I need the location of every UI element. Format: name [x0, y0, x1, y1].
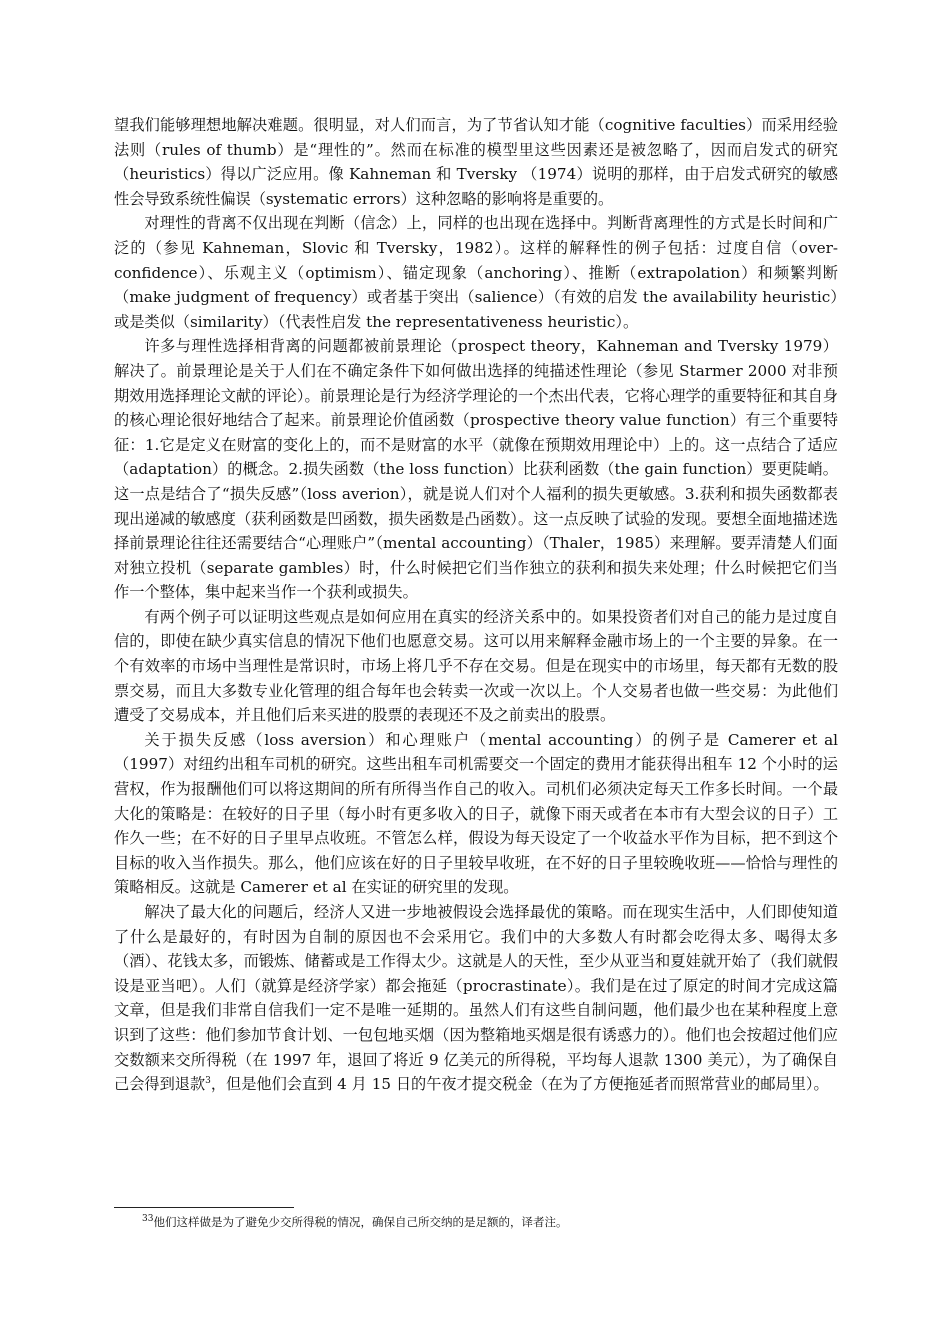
paragraph-6-text: 解决了最大化的问题后，经济人又进一步地被假设会选择最优的策略。而在现实生活中，人们即使知道了什么是最好的，有时因为自制的原因也不会采用它。我们中的大多数人有时都会吃得太多、喝得太多（酒）、花钱太多，而锻炼、储蓄或是工作得太少。这就是人的天性，至少从亚当和夏娃就开始了（我们就假设是亚当吧）。人们（就算是经济学家）都会拖延（procrastinate）。我们是在过了原定的时间才完成这篇文章，但是我们非常自信我们一定不是唯一延期的。虽然人们有这些自制问题，他们最少也在某种程度上意识到了这些：他们参加节食计划、一包包地买烟（因为整箱地买烟是很有诱惑力的）。他们也会按超过他们应交数额来交所得税（在 1997 年，退回了将近 9 亿美元的所得税，平均每人退款 1300 美元），为了确保自己会得到退款 [114, 903, 838, 1094]
paragraph-3: 许多与理性选择相背离的问题都被前景理论（prospect theory，Kahneman and Tversky 1979）解决了。前景理论是关于人们在不确定条件下如何做出选择的纯描述性理论（参见 Starmer 2000 对非预期效用选择理论文献的评论）。前景理论是行为经济学理论的一个杰出代表，它将心理学的重要特征和其自身的核心理论很好地结合了起来。前景理论价值函数（prospective theory value function）有三个重要特征：1.它是定义在财富的变化上的，而不是财富的水平（就像在预期效用理论中）上的。这一点结合了适应（adaptation）的概念。2.损失函数（the loss function）比获利函数（the gain function）要更陡峭。这一点是结合了“损失反感”（loss averion），就是说人们对个人福利的损失更敏感。3.获利和损失函数都表现出递减的敏感度（获利函数是凹函数，损失函数是凸函数）。这一点反映了试验的发现。要想全面地描述选择前景理论往往还需要结合“心理账户”（mental accounting）（Thaler，1985）来理解。要弄清楚人们面对独立投机（separate gambles）时，什么时候把它们当作独立的获利和损失来处理；什么时候把它们当作一个整体，集中起来当作一个获利或损失。 [114, 337, 838, 602]
paragraph-5: 关于损失反感（loss aversion）和心理账户（mental accounting）的例子是 Camerer et al（1997）对纽约出租车司机的研究。这些出租车司机需要交一个固定的费用才能获得出租车 12 个小时的运营权，作为报酬他们可以将这期间的所有所得当作自己的收入。司机们必须决定每天工作多长时间。一个最大化的策略是：在较好的日子里（每小时有更多收入的日子，就像下雨天或者在本市有大型会议的日子）工作久一些；在不好的日子里早点收班。不管怎么样，假设为每天设定了一个收益水平作为目标，把不到这个目标的收入当作损失。那么，他们应该在好的日子里较早收班，在不好的日子里较晚收班——恰恰与理性的策略相反。这就是 Camerer et al 在实证的研究里的发现。 [114, 730, 838, 897]
document-body [114, 113, 838, 1097]
paragraph-2: 对理性的背离不仅出现在判断（信念）上，同样的也出现在选择中。判断背离理性的方式是长时间和广泛的（参见 Kahneman，Slovic 和 Tversky，1982）。这样的解释性的例子包括：过度自信（over-confidence）、乐观主义（optimism）、锚定现象（anchoring）、推断（extrapolation）和频繁判断（make judgment of frequency）或者基于突出（salience）（有效的启发 the availability heuristic）或是类似（similarity）（代表性启发 the representativeness heuristic）。 [114, 214, 838, 331]
footnote [142, 1213, 842, 1231]
footnote-mark: 33 [142, 1214, 154, 1225]
paragraph-6-text-after: ，但是他们会直到 4 月 15 日的午夜才提交税金（在为了方便拖延者而照常营业的邮局里）。 [210, 1075, 829, 1094]
paragraph-1: 望我们能够理想地解决难题。很明显，对人们而言，为了节省认知才能（cognitive faculties）而采用经验法则（rules of thumb）是“理性的”。然而在标准的模型里这些因素还是被忽略了，因而启发式的研究（heuristics）得以广泛应用。像 Kahneman 和 Tversky （1974）说明的那样，由于启发式研究的敏感性会导致系统性偏误（systematic errors）这种忽略的影响将是重要的。 [114, 116, 838, 208]
footnote-reference: 3 [205, 1076, 211, 1087]
paragraph-4: 有两个例子可以证明这些观点是如何应用在真实的经济关系中的。如果投资者们对自己的能力是过度自信的，即使在缺少真实信息的情况下他们也愿意交易。这可以用来解释金融市场上的一个主要的异象。在一个有效率的市场中当理性是常识时，市场上将几乎不存在交易。但是在现实中的市场里，每天都有无数的股票交易，而且大多数专业化管理的组合每年也会转卖一次或一次以上。个人交易者也做一些交易：为此他们遭受了交易成本，并且他们后来买进的股票的表现还不及之前卖出的股票。 [114, 607, 838, 725]
paragraph-6 [114, 900, 838, 1097]
footnote-text: 他们这样做是为了避免少交所得税的情况，确保自己所交纳的是足额的，译者注。 [153, 1215, 568, 1229]
footnote-divider [114, 1207, 294, 1208]
